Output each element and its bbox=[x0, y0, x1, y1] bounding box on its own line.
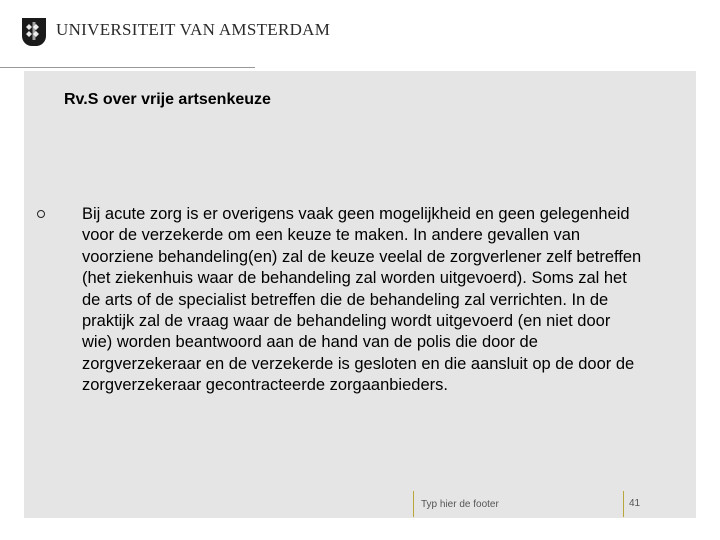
university-name: UNIVERSITEIT VAN AMSTERDAM bbox=[56, 20, 331, 39]
page-number: 41 bbox=[629, 498, 641, 509]
page-number-divider bbox=[623, 491, 624, 517]
slide-title: Rv.S over vrije artsenkeuze bbox=[64, 91, 271, 108]
footer-divider bbox=[413, 491, 414, 517]
header-divider bbox=[0, 67, 255, 68]
footer-text[interactable]: Typ hier de footer bbox=[421, 499, 499, 510]
university-crest-icon bbox=[22, 18, 46, 46]
bullet-marker-icon bbox=[37, 210, 45, 218]
bullet-text: Bij acute zorg is er overigens vaak geen mogelijkheid en geen gelegenheid voor de verzekerde om een keuze te maken. In andere gevallen van voorziene behandeling(en) zal de keuze veelal de zorgverlener zelf betreffen (het ziekenhuis waar de behandeling zal worden uitgevoerd). Soms zal het de arts of de specialist betreffen die de behandeling zal verrichten. In de praktijk zal de vraag waar de behandeling wordt uitgevoerd (en niet door wie) worden beantwoord aan de hand van de polis die door de zorgverzekeraar en de verzekerde is gesloten en die aansluit op de door de zorgverzekeraar gecontracteerde zorgaanbieders. bbox=[82, 205, 642, 395]
